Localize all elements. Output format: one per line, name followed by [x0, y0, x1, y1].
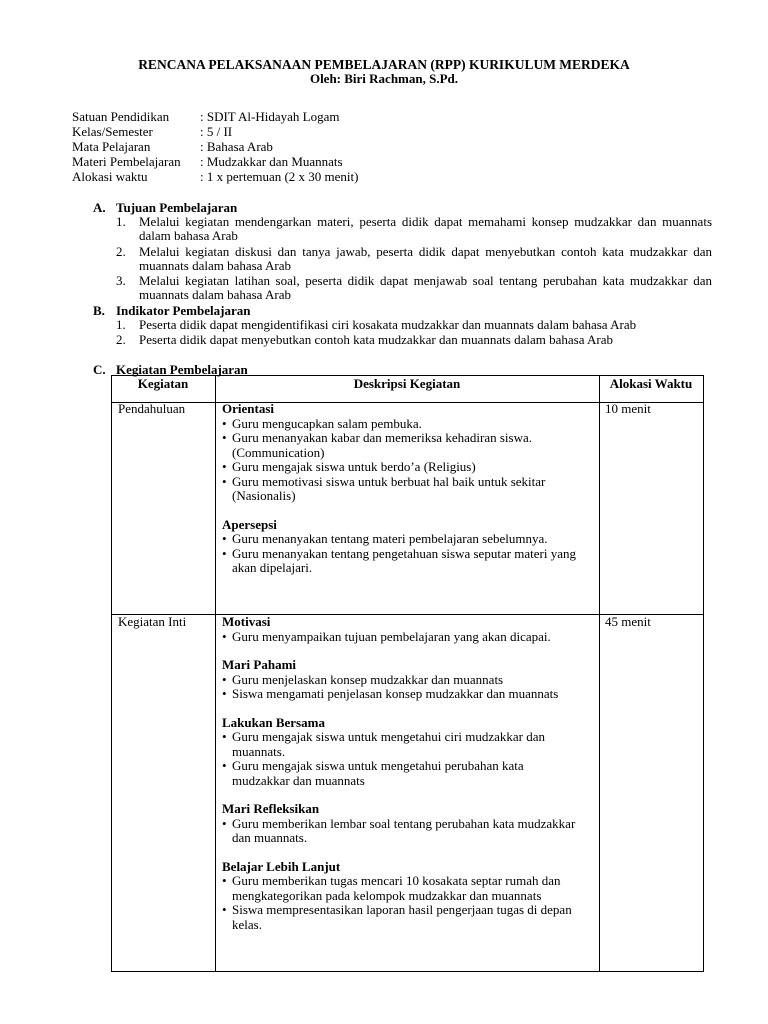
info-row	[72, 139, 359, 154]
deskripsi-cell	[222, 402, 584, 576]
list-item	[116, 333, 712, 347]
bullet: •	[222, 430, 227, 445]
section-title: Indikator Pembelajaran	[116, 303, 251, 318]
bullet: •	[222, 459, 227, 474]
table-border	[215, 375, 216, 972]
bullet: •	[222, 545, 227, 561]
activity-heading: Mari Pahami	[222, 657, 297, 672]
info-value: : SDIT Al-Hidayah Logam	[200, 109, 340, 124]
item-text: Guru menanyakan kabar dan memeriksa kehadiran siswa. (Communication)	[232, 430, 532, 460]
activity-heading: Motivasi	[222, 614, 271, 629]
item-text: Guru menanyakan tentang pengetahuan siswa seputar materi yang akan dipelajari.	[232, 545, 577, 575]
bullet: •	[222, 758, 227, 773]
waktu-cell: 10 menit	[605, 401, 651, 416]
item-number: 1.	[116, 214, 126, 229]
list-item	[222, 730, 584, 759]
item-text: Guru memberikan tugas mencari 10 kosakata septar rumah dan mengkategorikan pada kelompok mudzakkar dan muannats	[232, 873, 561, 903]
list-item	[222, 874, 584, 903]
bullet: •	[222, 902, 227, 917]
list-item	[222, 817, 584, 846]
identity-block	[72, 109, 359, 184]
bullet: •	[222, 729, 227, 744]
bullet: •	[222, 628, 227, 644]
info-value: : Mudzakkar dan Muannats	[200, 154, 343, 169]
info-row	[72, 109, 359, 124]
section-title: Kegiatan Pembelajaran	[116, 362, 248, 377]
table-border	[111, 375, 112, 972]
info-label: Kelas/Semester	[72, 124, 153, 139]
item-number: 2.	[116, 243, 126, 259]
list-item	[222, 687, 584, 702]
item-number: 1.	[116, 317, 126, 332]
list-item	[222, 759, 584, 788]
list-item	[222, 903, 584, 932]
item-text: Guru mengajak siswa untuk berdo’a (Religius)	[232, 459, 476, 474]
column-header: Deskripsi Kegiatan	[353, 376, 461, 391]
item-text: Melalui kegiatan diskusi dan tanya jawab, peserta didik dapat menyebutkan contoh kata mudzakkar dan muannats dalam bahasa Arab	[139, 243, 712, 273]
list-item	[222, 475, 584, 504]
activity-heading: Lakukan Bersama	[222, 714, 325, 730]
document-title: RENCANA PELAKSANAAN PEMBELAJARAN (RPP) KURIKULUM MERDEKA	[138, 57, 630, 72]
item-number: 3.	[116, 273, 126, 289]
item-text: Guru mengucapkan salam pembuka.	[232, 415, 422, 431]
info-row	[72, 169, 359, 184]
section-letter: B.	[93, 303, 105, 318]
item-text: Guru mengajak siswa untuk mengetahui ciri mudzakkar dan muannats.	[232, 729, 545, 759]
kegiatan-cell: Kegiatan Inti	[118, 614, 187, 629]
column-header: Alokasi Waktu	[609, 376, 693, 391]
info-label: Materi Pembelajaran	[72, 154, 181, 169]
item-text: Guru menyampaikan tujuan pembelajaran yang akan dicapai.	[232, 628, 551, 644]
table-border	[703, 375, 704, 972]
activity-heading: Belajar Lebih Lanjut	[222, 858, 341, 874]
list-item	[222, 630, 584, 645]
info-value: : 1 x pertemuan (2 x 30 menit)	[200, 169, 359, 184]
list-item	[116, 245, 712, 274]
info-label: Alokasi waktu	[72, 169, 148, 184]
list-item	[116, 318, 712, 332]
item-text: Guru menjelaskan konsep mudzakkar dan muannats	[232, 671, 504, 687]
list-item	[222, 547, 584, 576]
item-text: Melalui kegiatan latihan soal, peserta didik dapat menjawab soal tentang perubahan kata mudzakkar dan muannats dalam bahasa Arab	[139, 273, 712, 303]
item-number: 2.	[116, 332, 126, 348]
item-text: Siswa mengamati penjelasan konsep mudzakkar dan muannats	[232, 686, 559, 701]
section-b-heading	[93, 303, 250, 318]
item-text: Peserta didik dapat menyebutkan contoh kata mudzakkar dan muannats dalam bahasa Arab	[139, 332, 613, 348]
section-title: Tujuan Pembelajaran	[116, 200, 238, 215]
bullet: •	[222, 415, 227, 431]
section-letter: A.	[93, 200, 106, 215]
objectives-list	[116, 215, 712, 304]
bullet: •	[222, 873, 227, 888]
list-item	[222, 673, 584, 688]
table-border	[599, 375, 600, 972]
list-item	[222, 417, 584, 432]
activity-heading: Orientasi	[222, 401, 274, 416]
list-item	[116, 215, 712, 244]
info-value: : 5 / II	[200, 124, 233, 139]
bullet: •	[222, 686, 227, 701]
activity-heading: Apersepsi	[222, 516, 277, 532]
item-text: Guru mengajak siswa untuk mengetahui perubahan kata mudzakkar dan muannats	[232, 758, 524, 788]
deskripsi-cell	[222, 615, 584, 932]
indicators-list	[116, 318, 712, 349]
info-label: Mata Pelajaran	[72, 139, 151, 154]
column-header: Kegiatan	[137, 376, 189, 391]
info-label: Satuan Pendidikan	[72, 109, 170, 124]
item-text: Peserta didik dapat mengidentifikasi ciri kosakata mudzakkar dan muannats dalam bahasa Arab	[139, 317, 637, 332]
item-text: Guru memberikan lembar soal tentang perubahan kata mudzakkar dan muannats.	[232, 815, 576, 845]
info-row	[72, 154, 359, 169]
info-value: : Bahasa Arab	[200, 139, 273, 154]
list-item	[222, 431, 584, 460]
table-border	[111, 971, 704, 972]
activity-heading: Mari Refleksikan	[222, 801, 320, 816]
info-row	[72, 124, 359, 139]
list-item	[116, 274, 712, 303]
item-text: Siswa mempresentasikan laporan hasil pengerjaan tugas di depan kelas.	[232, 902, 572, 932]
item-text: Guru memotivasi siswa untuk berbuat hal baik untuk sekitar (Nasionalis)	[232, 473, 546, 503]
activities-table	[111, 375, 704, 972]
bullet: •	[222, 671, 227, 687]
item-text: Guru menanyakan tentang materi pembelajaran sebelumnya.	[232, 531, 548, 546]
section-a-heading	[93, 200, 237, 215]
document-author: Oleh: Biri Rachman, S.Pd.	[309, 71, 459, 86]
kegiatan-cell: Pendahuluan	[118, 401, 186, 416]
section-letter: C.	[93, 362, 106, 377]
bullet: •	[222, 473, 227, 489]
waktu-cell: 45 menit	[605, 614, 651, 629]
list-item	[222, 532, 584, 547]
bullet: •	[222, 531, 227, 546]
item-text: Melalui kegiatan mendengarkan materi, peserta didik dapat memahami konsep mudzakkar dan muannats dalam bahasa Arab	[139, 214, 712, 244]
bullet: •	[222, 815, 227, 831]
list-item	[222, 460, 584, 475]
